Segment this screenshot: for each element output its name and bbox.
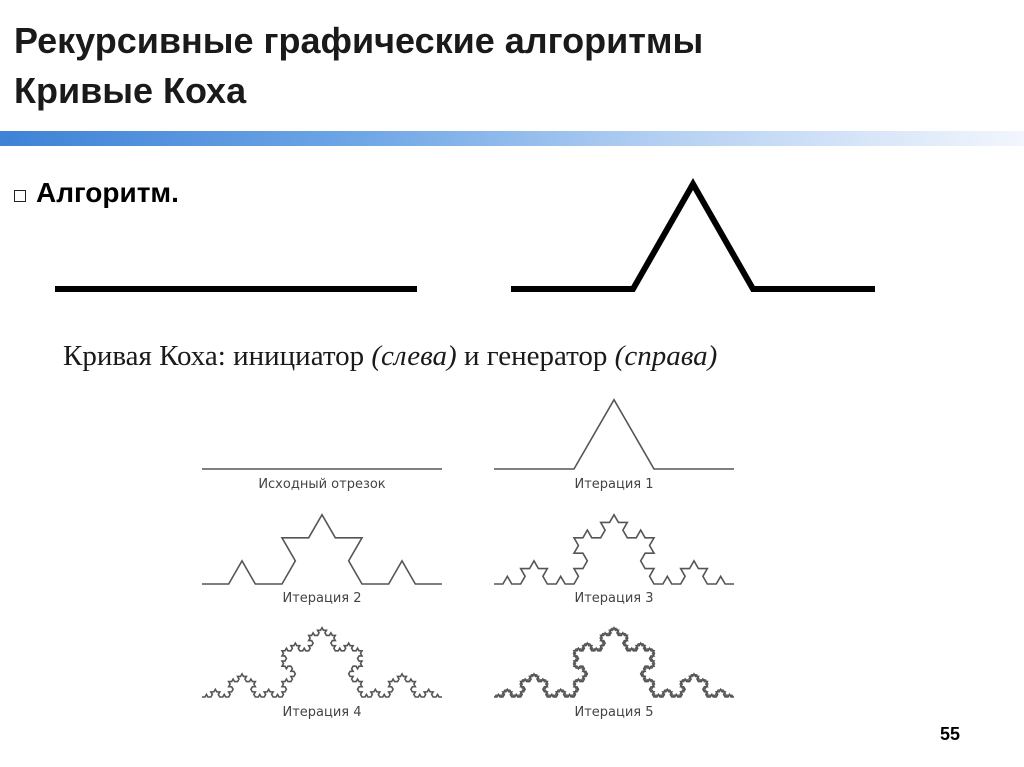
caption-left-note: (слева) [371,340,457,372]
caption [63,340,717,373]
caption-text-2: и генератор [456,340,615,372]
generator-curve [511,184,875,289]
iteration-label-2: Итерация 2 [282,591,362,606]
iteration-label-0: Исходный отрезок [258,477,386,492]
koch-curve-iteration-5 [494,628,734,697]
bullet-text: Алгоритм. [36,177,179,208]
koch-curve-iteration-2 [202,515,442,584]
caption-text-1: Кривая Коха: инициатор [63,340,372,372]
iteration-label-1: Итерация 1 [574,477,654,492]
page-number: 55 [939,724,961,744]
iteration-label-3: Итерация 3 [574,591,654,606]
iteration-label-5: Итерация 5 [574,705,654,720]
slide-title-line1: Рекурсивные графические алгоритмы [14,20,704,61]
koch-curve-iteration-4 [202,628,442,697]
koch-curve-iteration-1 [494,400,734,469]
iteration-label-4: Итерация 4 [282,705,362,720]
caption-right-note: (справа) [614,340,718,372]
koch-iterations [202,400,734,697]
slide-title-line2: Кривые Коха [14,70,247,111]
koch-curve-iteration-3 [494,515,734,584]
